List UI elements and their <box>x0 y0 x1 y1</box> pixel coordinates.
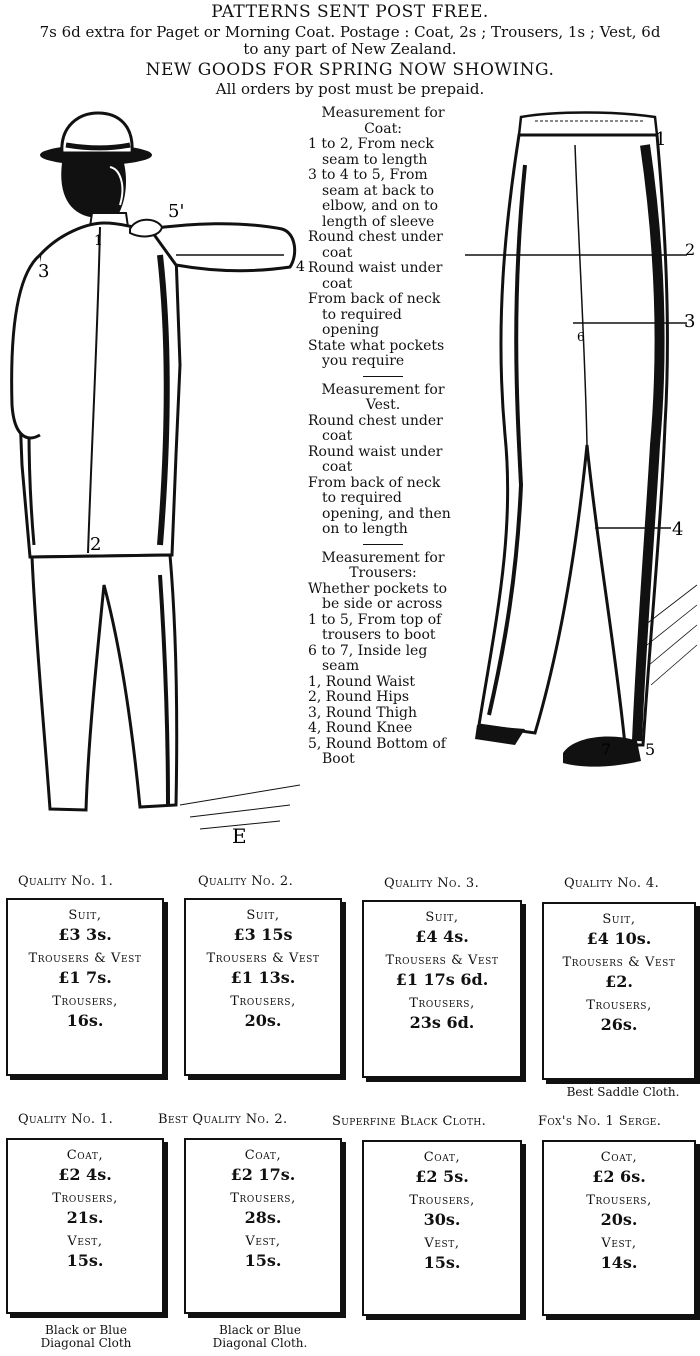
trousers-measure-item: 1, Round Waist <box>308 673 416 690</box>
trousers-label-3: 3 <box>684 311 696 332</box>
trousers-illustration <box>465 105 700 790</box>
trousers-price: 21s. <box>66 1208 104 1227</box>
man-label-5: 5' <box>168 201 185 222</box>
trousers-measure-item: 2, Round Hips <box>308 689 410 705</box>
trousers-label-5: 5 <box>645 740 656 759</box>
vest-measure-title: Measurement for Vest. <box>321 381 445 413</box>
price-box-coat <box>542 1140 696 1316</box>
trousers-label: Trousers, <box>52 1191 118 1206</box>
price-box-coat <box>362 1140 522 1316</box>
coat-measure-item: State what pockets you require <box>308 337 445 369</box>
row2-note-line: Diagonal Cloth. <box>212 1336 308 1350</box>
trousers-label-1: 1 <box>655 129 667 150</box>
trousers-label: Trousers, <box>52 994 118 1009</box>
vest-price: 14s. <box>600 1253 638 1272</box>
vest-price: 15s. <box>423 1253 461 1272</box>
divider <box>363 376 403 377</box>
vest-measure-item: Round chest under coat <box>308 412 443 444</box>
man-label-2: 2 <box>90 534 102 555</box>
trousers-label-2: 2 <box>685 240 696 259</box>
trousers-measure-item: Whether pockets to be side or across <box>308 580 448 612</box>
trousers-vest-price: £2. <box>605 972 633 991</box>
trousers-vest-label: Trousers & Vest <box>206 951 320 966</box>
coat-label: Coat, <box>66 1148 104 1163</box>
header-line-2 <box>0 24 700 58</box>
price-box-suit <box>362 900 522 1078</box>
man-label-1: 1 <box>94 233 103 249</box>
coat-measure-item: 1 to 2, From neck seam to length <box>308 136 434 168</box>
vest-label: Vest, <box>67 1234 103 1249</box>
row1-quality-label: Quality No. 2. <box>198 874 294 889</box>
row1-quality-label: Quality No. 1. <box>18 874 114 889</box>
trousers-price: 26s. <box>600 1015 638 1034</box>
vest-price: 15s. <box>66 1251 104 1270</box>
vest-price: 15s. <box>244 1251 282 1270</box>
trousers-price: 30s. <box>423 1210 461 1229</box>
trousers-vest-price: £1 17s 6d. <box>395 970 489 989</box>
trousers-vest-label: Trousers & Vest <box>28 951 142 966</box>
man-label-4: 4 <box>296 259 305 275</box>
vest-measure-item: From back of neck to required opening, and then on to length <box>308 474 451 537</box>
trousers-label: Trousers, <box>409 996 475 1011</box>
trousers-label-6: 6 <box>577 330 585 344</box>
trousers-vest-price: £1 7s. <box>58 968 112 987</box>
trousers-measure-item: 5, Round Bottom of Boot <box>308 735 446 767</box>
trousers-label: Trousers, <box>230 994 296 1009</box>
header-line-2b: to any part of New Zealand. <box>243 40 457 58</box>
coat-price: £2 5s. <box>415 1167 469 1186</box>
suit-price: £4 10s. <box>586 929 652 948</box>
row2-quality-label: Best Quality No. 2. <box>158 1112 288 1127</box>
row2-note <box>6 1324 166 1350</box>
coat-price: £2 4s. <box>58 1165 112 1184</box>
suit-label: Suit, <box>425 910 459 925</box>
trousers-price: 28s. <box>244 1208 282 1227</box>
vest-label: Vest, <box>424 1236 460 1251</box>
trousers-measure-item: 3, Round Thigh <box>308 704 418 721</box>
coat-measure-title: Measurement for Coat: <box>321 105 445 137</box>
header-line-4: All orders by post must be prepaid. <box>215 80 485 98</box>
trousers-measure-item: 1 to 5, From top of trousers to boot <box>308 611 442 643</box>
coat-price: £2 17s. <box>230 1165 296 1184</box>
measurement-column <box>308 106 458 768</box>
row2-quality-label: Quality No. 1. <box>18 1112 114 1127</box>
trousers-measure-item: 4, Round Knee <box>308 720 413 736</box>
trousers-measure-item: 6 to 7, Inside leg seam <box>308 642 428 674</box>
header-line-2a: 7s 6d extra for Paget or Morning Coat. Postage : Coat, 2s ; Trousers, 1s ; Vest, 6d <box>39 23 661 41</box>
price-box-suit <box>542 902 696 1080</box>
coat-measure-item: From back of neck to required opening <box>308 291 441 338</box>
row1-quality-label: Quality No. 3. <box>384 876 480 891</box>
row2-note-line: Diagonal Cloth <box>40 1336 132 1350</box>
trousers-label: Trousers, <box>586 998 652 1013</box>
row2-quality-label: Superfine Black Cloth. <box>332 1114 487 1129</box>
coat-price: £2 6s. <box>592 1167 646 1186</box>
man-back-illustration <box>0 105 310 850</box>
vest-label: Vest, <box>245 1234 281 1249</box>
coat-label: Coat, <box>423 1150 461 1165</box>
trousers-label: Trousers, <box>230 1191 296 1206</box>
trousers-vest-label: Trousers & Vest <box>562 955 676 970</box>
trousers-label-7: 7 <box>601 740 612 759</box>
trousers-vest-price: £1 13s. <box>230 968 296 987</box>
coat-measure-item: Round chest under coat <box>308 229 443 261</box>
suit-price: £3 15s <box>233 925 293 944</box>
man-label-3: 3 <box>38 261 50 282</box>
suit-price: £4 4s. <box>415 927 469 946</box>
signature-mark: E <box>232 824 247 848</box>
vest-label: Vest, <box>601 1236 637 1251</box>
suit-price: £3 3s. <box>58 925 112 944</box>
trousers-price: 23s 6d. <box>409 1013 475 1032</box>
price-box-suit <box>184 898 342 1076</box>
vest-measure-item: Round waist under coat <box>308 443 443 475</box>
suit-label: Suit, <box>246 908 280 923</box>
coat-label: Coat, <box>244 1148 282 1163</box>
coat-label: Coat, <box>600 1150 638 1165</box>
trousers-price: 20s. <box>244 1011 282 1030</box>
trousers-vest-label: Trousers & Vest <box>385 953 499 968</box>
suit-label: Suit, <box>68 908 102 923</box>
row2-note-line: Black or Blue <box>45 1323 127 1337</box>
trousers-price: 20s. <box>600 1210 638 1229</box>
suit-label: Suit, <box>602 912 636 927</box>
trousers-price: 16s. <box>66 1011 104 1030</box>
row2-note <box>180 1324 340 1350</box>
trousers-label: Trousers, <box>586 1193 652 1208</box>
row1-quality-label: Quality No. 4. <box>564 876 660 891</box>
coat-measure-item: Round waist under coat <box>308 260 443 292</box>
row2-note-line: Black or Blue <box>219 1323 301 1337</box>
price-box-suit <box>6 898 164 1076</box>
coat-measure-item: 3 to 4 to 5, From seam at back to elbow, and on to length of sleeve <box>308 167 439 230</box>
price-box-coat <box>184 1138 342 1314</box>
divider <box>363 544 403 545</box>
row1-note: Best Saddle Cloth. <box>566 1085 680 1099</box>
header-line-1: PATTERNS SENT POST FREE. <box>211 2 489 22</box>
trousers-measure-title: Measurement for Trousers: <box>321 549 445 581</box>
price-box-coat <box>6 1138 164 1314</box>
trousers-label-4: 4 <box>672 519 684 540</box>
trousers-label: Trousers, <box>409 1193 475 1208</box>
header-line-3: NEW GOODS FOR SPRING NOW SHOWING. <box>145 60 555 80</box>
row2-quality-label: Fox's No. 1 Serge. <box>538 1114 662 1129</box>
